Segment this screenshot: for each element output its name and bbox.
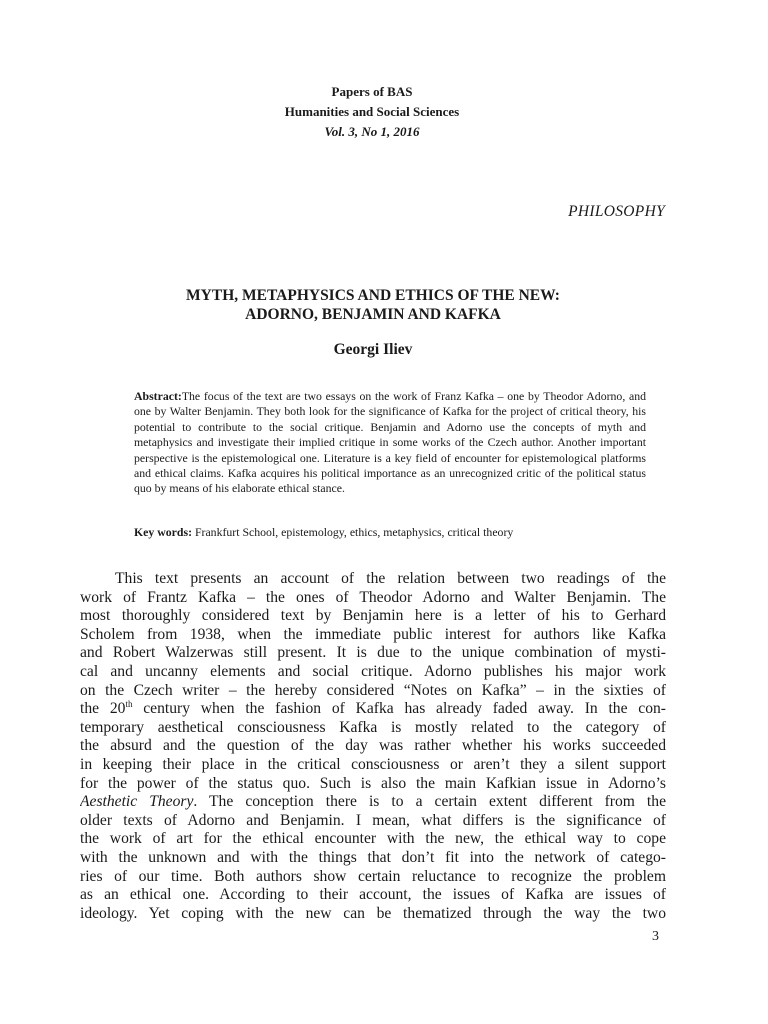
title-line-2: ADORNO, BENJAMIN AND KAFKA bbox=[245, 306, 501, 323]
body-line: the absurd and the question of the day was rather whether his works succeeded bbox=[80, 737, 666, 755]
body-line: ries of our time. Both authors show certain reluctance to recognize the problem bbox=[80, 867, 666, 885]
body-line: the work of art for the ethical encounter with the new, the ethical way to cope bbox=[80, 830, 666, 848]
article-title bbox=[0, 286, 746, 324]
keywords-text: Frankfurt School, epistemology, ethics, metaphysics, critical theory bbox=[194, 525, 514, 539]
body-line: cal and uncanny elements and social critique. Adorno publishes his major work bbox=[80, 662, 666, 680]
book-title: Aesthetic Theory bbox=[80, 793, 194, 811]
body-line bbox=[80, 793, 666, 812]
journal-name: Papers of BAS bbox=[331, 84, 413, 99]
body-line: on the Czech writer – the hereby considered “Notes on Kafka” – in the sixties of bbox=[80, 681, 666, 699]
body-text: . The conception there is to a certain extent different from the bbox=[193, 793, 666, 811]
page-number: 3 bbox=[652, 929, 659, 944]
journal-subtitle: Humanities and Social Sciences bbox=[284, 104, 460, 119]
superscript: th bbox=[125, 700, 133, 709]
abstract-label: Abstract: bbox=[134, 389, 182, 403]
body-line: as an ethical one. According to their account, the issues of Kafka are issues of bbox=[80, 886, 666, 904]
title-line-1: MYTH, METAPHYSICS AND ETHICS OF THE NEW: bbox=[186, 287, 560, 304]
abstract-paragraph bbox=[100, 389, 646, 497]
body-line: with the unknown and with the things that don’t fit into the network of catego- bbox=[80, 848, 666, 866]
body-text: the 20 bbox=[80, 700, 126, 718]
body-line: temporary aesthetical consciousness Kafka is mostly related to the category of bbox=[80, 718, 666, 736]
body-line: most thoroughly considered text by Benjamin here is a letter of his to Gerhard bbox=[80, 607, 666, 625]
keywords-label: Key words: bbox=[134, 525, 192, 539]
body-line: Scholem from 1938, when the immediate public interest for authors like Kafka bbox=[80, 625, 666, 643]
body-line: for the power of the status quo. Such is also the main Kafkian issue in Adorno’s bbox=[80, 774, 666, 792]
body-text: century when the fashion of Kafka has already faded away. In the con- bbox=[132, 700, 666, 718]
body-line: in keeping their place in the critical consciousness or aren’t they a silent support bbox=[80, 755, 666, 773]
author-name: Georgi Iliev bbox=[333, 341, 413, 358]
body-line: older texts of Adorno and Benjamin. I mean, what differs is the significance of bbox=[80, 811, 666, 829]
body-line bbox=[80, 700, 666, 719]
abstract-block bbox=[100, 389, 646, 497]
body-line: and Robert Walzerwas still present. It is due to the unique combination of mysti- bbox=[80, 644, 666, 662]
body-line: work of Frantz Kafka – the ones of Theodor Adorno and Walter Benjamin. The bbox=[80, 588, 666, 606]
body-line: ideology. Yet coping with the new can be thematized through the way the two bbox=[80, 904, 666, 922]
body-paragraph bbox=[80, 570, 666, 923]
keywords-block bbox=[134, 524, 664, 540]
abstract-text: The focus of the text are two essays on the work of Franz Kafka – one by Theodor Adorno, and one by Walter Benjamin. They both look for the significance of Kafka for the project of critical theory, his potential to contribute to the social critique. Benjamin and Adorno use the concepts of myth and metaphysics and investigate their implied critique in some works of the Czech author. Another important perspective is the epistemological one. Literature is a key field of encounter for epistemological platforms and ethical claims. Kafka acquires his political importance as an unrecognized critic of the political status quo by means of his elaborate ethical stance. bbox=[134, 389, 646, 496]
body-line: This text presents an account of the relation between two readings of the bbox=[115, 570, 666, 587]
journal-volume: Vol. 3, No 1, 2016 bbox=[324, 124, 420, 139]
section-label: PHILOSOPHY bbox=[568, 203, 665, 220]
journal-header bbox=[0, 82, 744, 142]
